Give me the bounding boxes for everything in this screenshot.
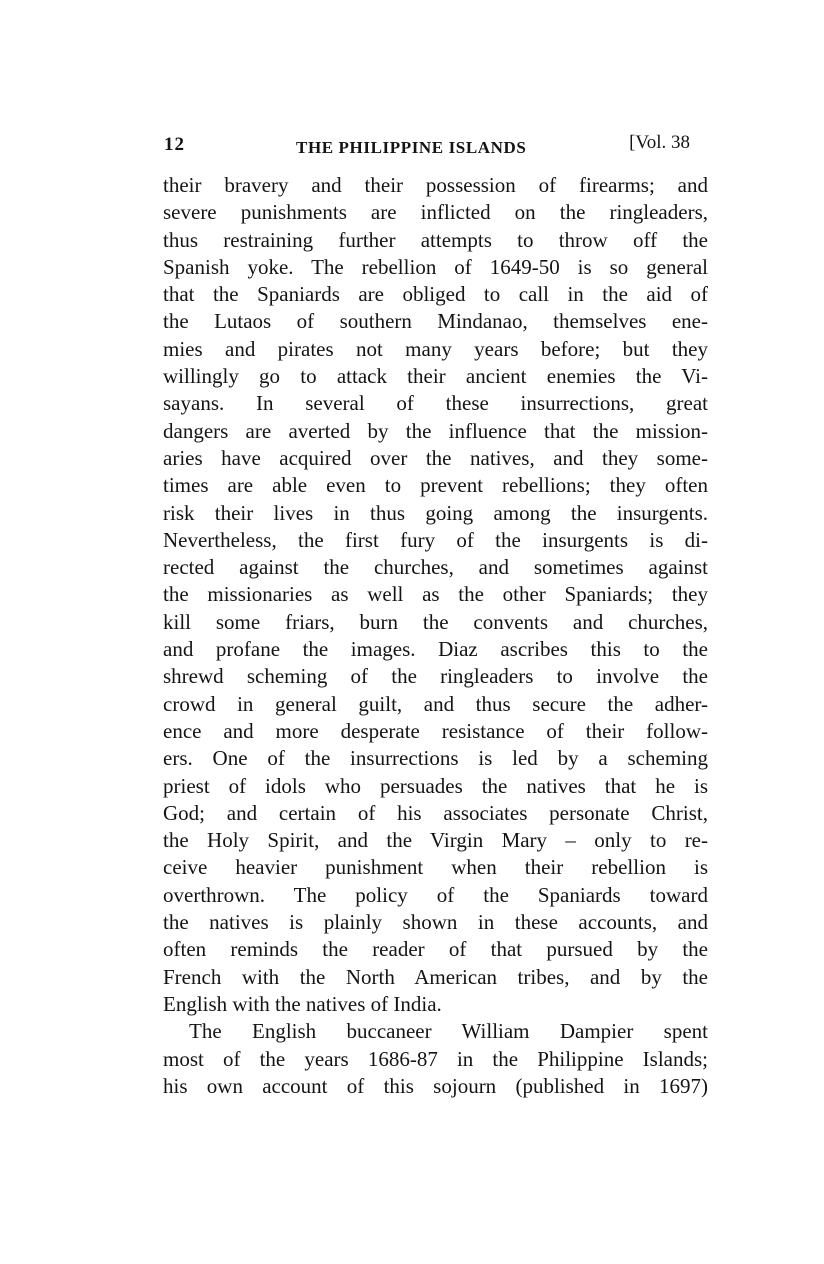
text-line: the Holy Spirit, and the Virgin Mary – only to re-: [163, 828, 708, 853]
body-text: [163, 172, 708, 1100]
text-line: the natives is plainly shown in these accounts, and: [163, 910, 708, 935]
text-line: crowd in general guilt, and thus secure the adher-: [163, 691, 708, 716]
text-line: French with the North American tribes, and by the: [163, 964, 708, 989]
text-line: ence and more desperate resistance of their follow-: [163, 718, 708, 743]
running-title: THE PHILIPPINE ISLANDS: [296, 138, 527, 157]
text-line: rected against the churches, and sometimes against: [163, 555, 708, 580]
text-line: sayans. In several of these insurrections, great: [163, 391, 708, 416]
text-line: God; and certain of his associates personate Christ,: [163, 800, 708, 825]
text-line: The English buccaneer William Dampier spent: [189, 1019, 708, 1044]
text-line: Nevertheless, the first fury of the insurgents is di-: [163, 527, 708, 552]
text-line: aries have acquired over the natives, and they some-: [163, 445, 708, 470]
text-line: risk their lives in thus going among the insurgents.: [163, 500, 708, 525]
text-line: times are able even to prevent rebellions; they often: [163, 473, 708, 498]
running-header: [164, 134, 712, 164]
text-line: most of the years 1686-87 in the Philippine Islands;: [163, 1046, 708, 1071]
page-number: 12: [164, 134, 185, 155]
text-line: shrewd scheming of the ringleaders to involve the: [163, 664, 708, 689]
text-line: his own account of this sojourn (published in 1697): [163, 1073, 708, 1098]
text-line: overthrown. The policy of the Spaniards toward: [163, 882, 708, 907]
text-line: ceive heavier punishment when their rebellion is: [163, 855, 708, 880]
text-line: kill some friars, burn the convents and churches,: [163, 609, 708, 634]
text-line: thus restraining further attempts to throw off the: [163, 227, 708, 252]
text-line: English with the natives of India.: [163, 991, 442, 1016]
text-line: mies and pirates not many years before; but they: [163, 336, 708, 361]
text-line: and profane the images. Diaz ascribes this to the: [163, 637, 708, 662]
text-line: severe punishments are inflicted on the ringleaders,: [163, 200, 708, 225]
text-line: the Lutaos of southern Mindanao, themselves ene-: [163, 309, 708, 334]
text-line: priest of idols who persuades the natives that he is: [163, 773, 708, 798]
text-line: ers. One of the insurrections is led by a scheming: [163, 746, 708, 771]
text-line: Spanish yoke. The rebellion of 1649-50 is so general: [163, 254, 708, 279]
text-line: dangers are averted by the influence that the mission-: [163, 418, 708, 443]
volume-label: [Vol. 38: [629, 132, 690, 153]
text-line: the missionaries as well as the other Spaniards; they: [163, 582, 708, 607]
text-line: willingly go to attack their ancient enemies the Vi-: [163, 364, 708, 389]
text-line: their bravery and their possession of firearms; and: [163, 173, 708, 197]
text-line: that the Spaniards are obliged to call in the aid of: [163, 282, 708, 307]
text-line: often reminds the reader of that pursued by the: [163, 937, 708, 962]
